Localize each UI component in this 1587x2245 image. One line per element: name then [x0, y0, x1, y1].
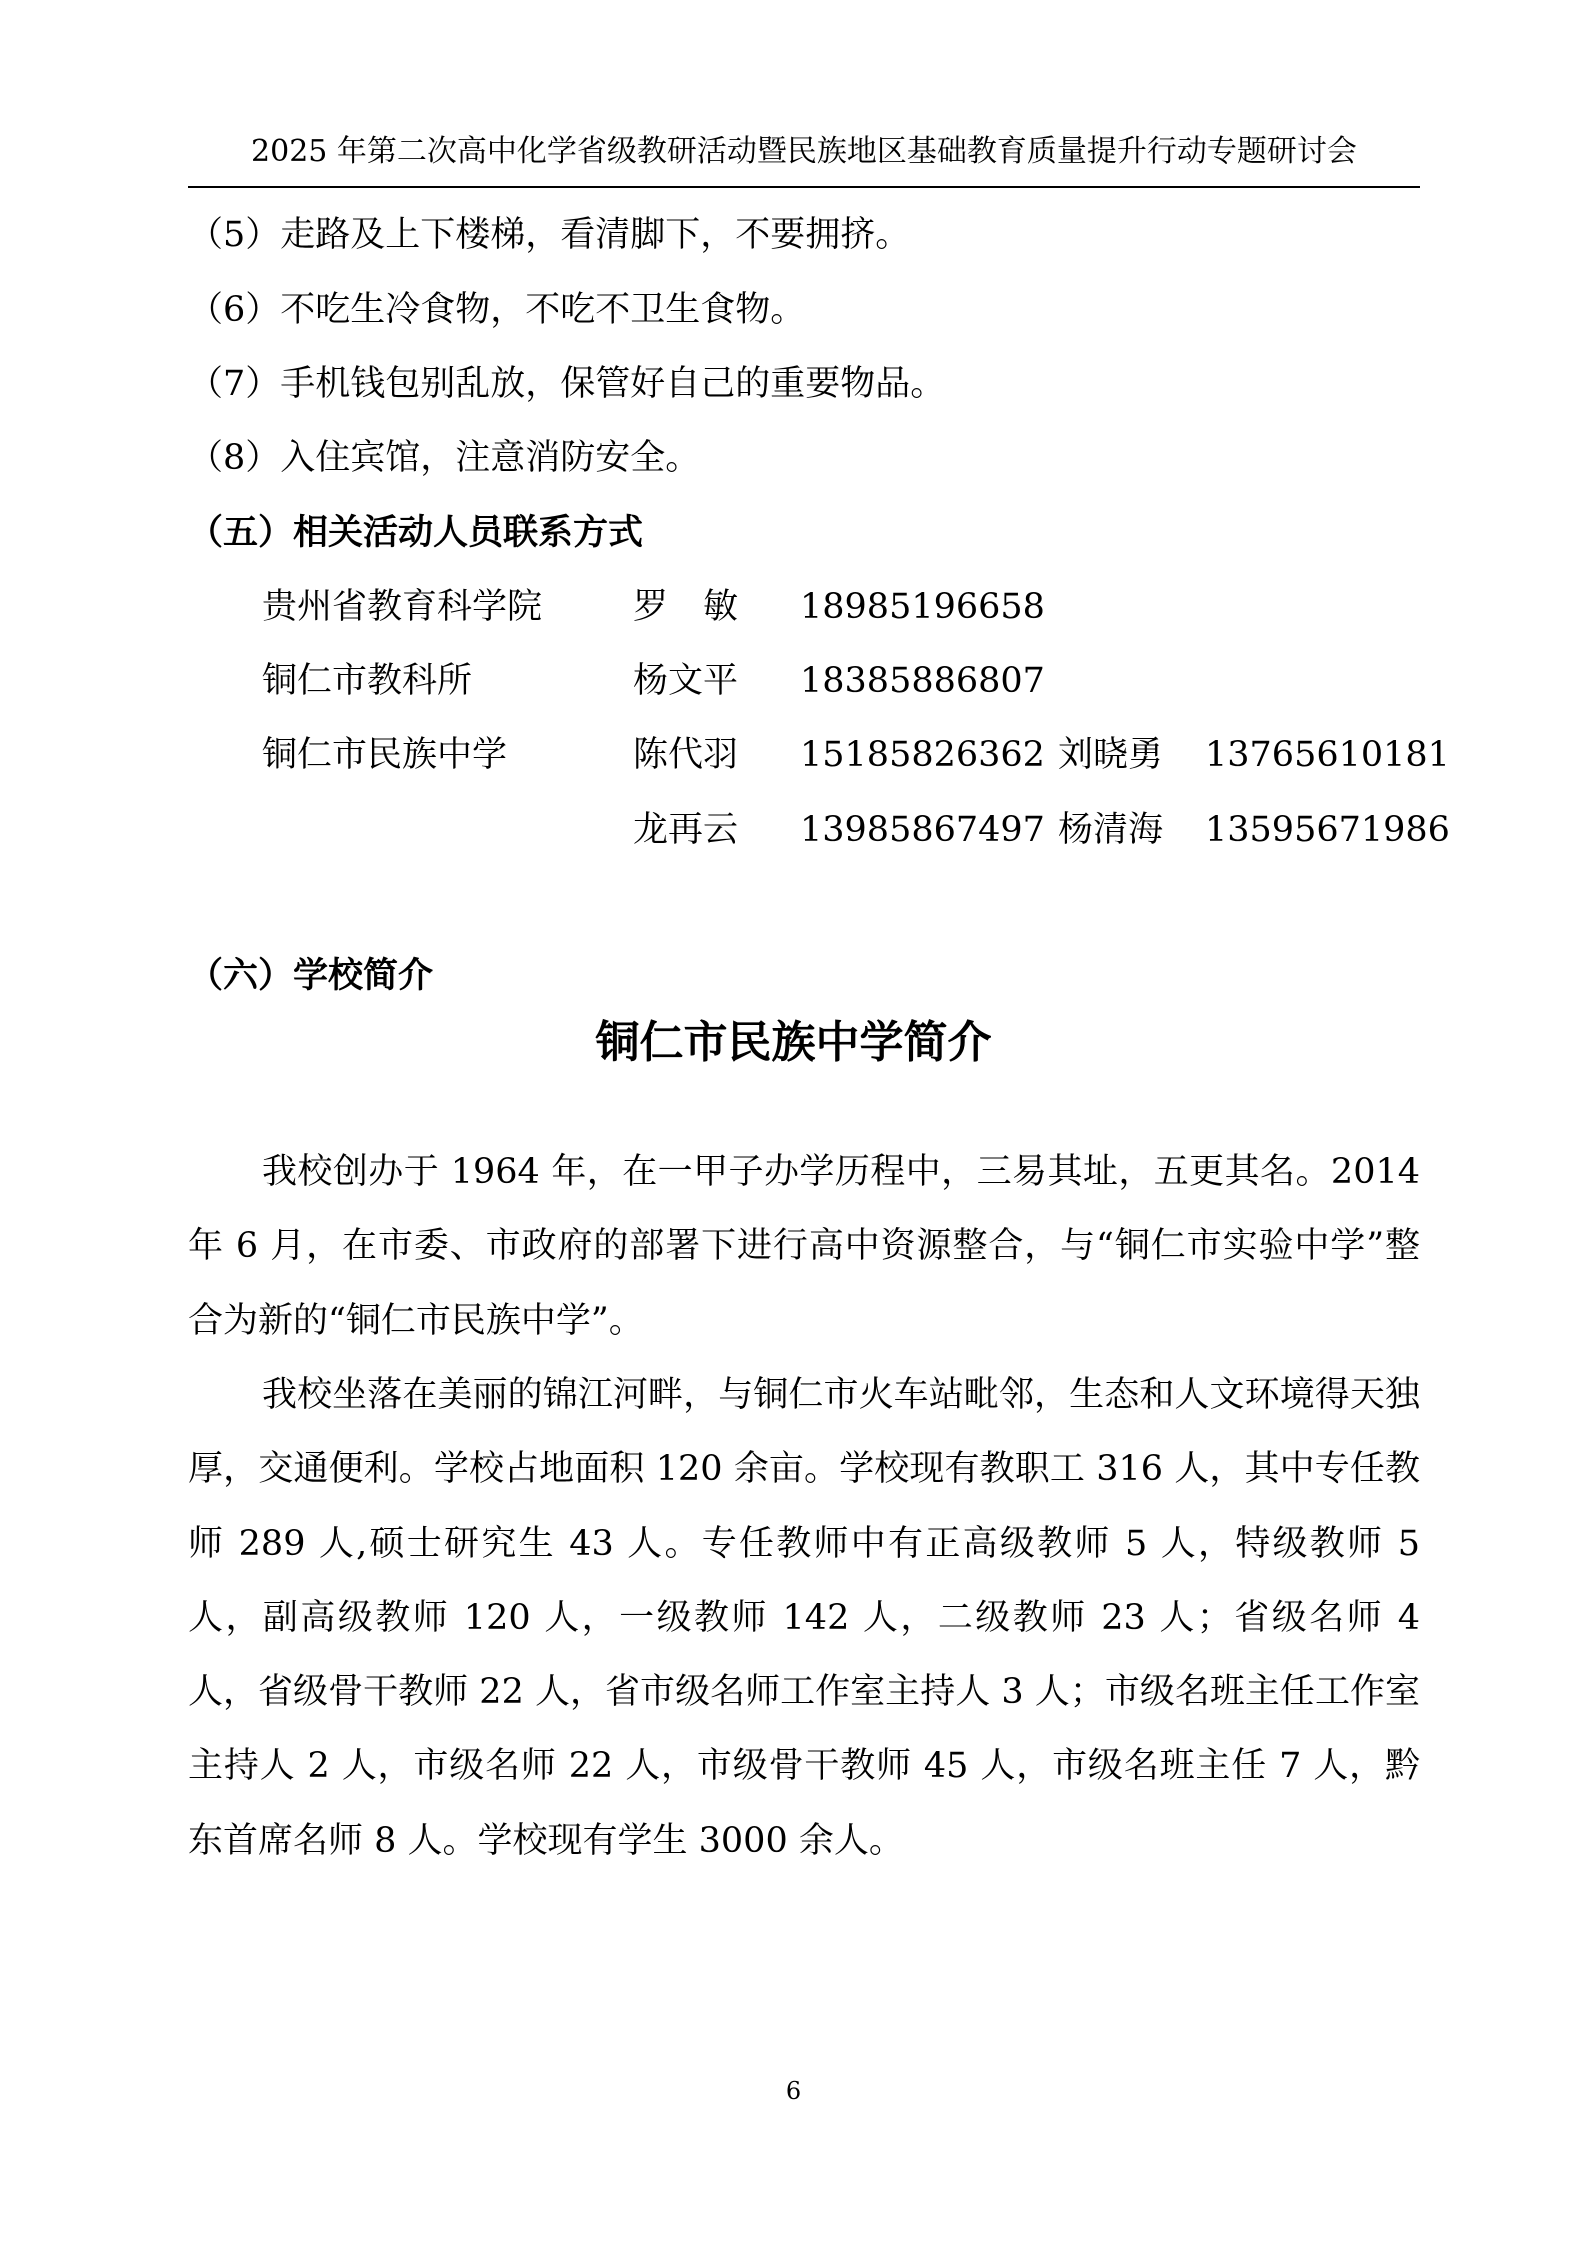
contact-org: 贵州省教育科学院 [262, 587, 543, 627]
safety-item: （5）走路及上下楼梯，看清脚下，不要拥挤。 [188, 215, 911, 255]
contact-org: 铜仁市教科所 [262, 661, 473, 701]
contact-name: 龙再云 [633, 810, 739, 850]
contact-row [0, 583, 1587, 631]
contact-org: 铜仁市民族中学 [262, 735, 508, 775]
contact-phone-secondary: 13765610181 [1205, 735, 1450, 775]
school-heading: （六）学校简介 [188, 956, 434, 996]
contact-name-secondary: 刘晓勇 [1058, 735, 1164, 775]
running-header: 2025 年第二次高中化学省级教研活动暨民族地区基础教育质量提升行动专题研讨会 [251, 134, 1357, 169]
safety-item: （7）手机钱包别乱放，保管好自己的重要物品。 [188, 364, 946, 404]
contact-name: 陈代羽 [633, 735, 739, 775]
contact-row [0, 657, 1587, 705]
contact-row [0, 806, 1587, 854]
page-number: 6 [785, 2077, 802, 2105]
contact-phone: 15185826362 [800, 735, 1045, 775]
safety-item: （6）不吃生冷食物，不吃不卫生食物。 [188, 290, 806, 330]
paragraph: 我校坐落在美丽的锦江河畔，与铜仁市火车站毗邻，生态和人文环境得天独厚，交通便利。学校占地面积 120 余亩。学校现有教职工 316 人，其中专任教师 289 人,硕士研究生 43 人。专任教师中有正高级教师 5 人，特级教师 5 人，副高级教师 120 人，一级教师 142 人，二级教师 23 人；省级名师 4 人，省级骨干教师 22 人，省市级名师工作室主持人 3 人；市级名班主任工作室主持人 2 人，市级名师 22 人，市级骨干教师 45 人，市级名班主任 7 人，黔东首席名师 8 人。学校现有学生 3000 余人。 [188, 1375, 1420, 1861]
contacts-heading: （五）相关活动人员联系方式 [188, 513, 644, 553]
page-title: 铜仁市民族中学简介 [595, 1017, 992, 1068]
contact-phone-secondary: 13595671986 [1205, 810, 1450, 850]
contact-name-secondary: 杨清海 [1058, 810, 1164, 850]
contact-phone: 18385886807 [800, 661, 1045, 701]
header-rule [188, 186, 1420, 188]
contact-name: 罗 敏 [633, 587, 739, 627]
contact-phone: 13985867497 [800, 810, 1045, 850]
contact-row [0, 731, 1587, 779]
contact-phone: 18985196658 [800, 587, 1045, 627]
safety-item: （8）入住宾馆，注意消防安全。 [188, 438, 701, 478]
paragraph: 我校创办于 1964 年，在一甲子办学历程中，三易其址，五更其名。2014 年 6 月，在市委、市政府的部署下进行高中资源整合，与“铜仁市实验中学”整合为新的“铜仁市民族中学”。 [188, 1152, 1420, 1341]
contact-name: 杨文平 [633, 661, 739, 701]
